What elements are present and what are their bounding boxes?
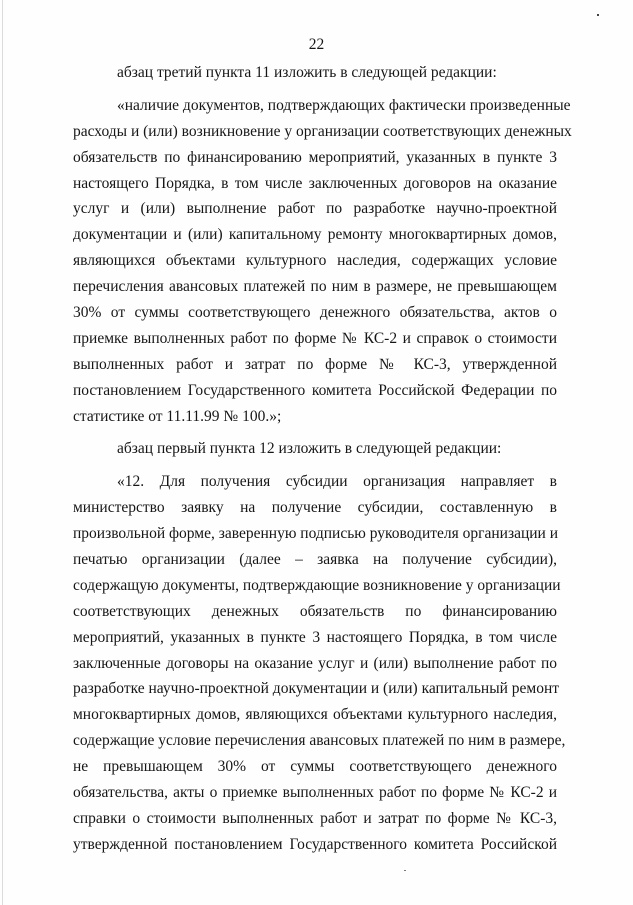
paragraph-line: утвержденной постановлением Государственного комитета Российской	[73, 835, 557, 853]
paragraph-line: многоквартирных домов, являющихся объектами культурного наследия,	[73, 706, 557, 724]
paragraph-line: обязательств по финансированию мероприятий, указанных в пункте 3	[73, 148, 557, 166]
paragraph-line: «наличие документов, подтверждающих фактически произведенные	[117, 96, 571, 114]
paragraph-line: постановлением Государственного комитета Российской Федерации по	[73, 381, 557, 399]
paragraph-line: министерство заявку на получение субсидии, составленную в	[73, 499, 557, 517]
paragraph-line: настоящего Порядка, в том числе заключенных договоров на оказание	[73, 174, 557, 192]
paragraph-line: соответствующих денежных обязательств по финансированию	[73, 602, 557, 620]
scan-speck	[404, 870, 406, 871]
paragraph-line: являющихся объектами культурного наследия, содержащих условие	[73, 252, 557, 270]
paragraph-line: содержащие условие перечисления авансовых платежей по ним в размере,	[73, 732, 566, 750]
document-body	[73, 60, 572, 858]
paragraph-line: абзац первый пункта 12 изложить в следующей редакции:	[117, 440, 502, 458]
paragraph-line: перечисления авансовых платежей по ним в размере, не превышающем	[73, 278, 557, 296]
page-number: 22	[308, 36, 325, 53]
paragraph-line: «12. Для получения субсидии организация направляет в	[117, 473, 557, 491]
paragraph-line: услуг и (или) выполнение работ по разработке научно-проектной	[73, 200, 557, 218]
paragraph-line: мероприятий, указанных в пункте 3 настоящего Порядка, в том числе	[73, 628, 557, 646]
paragraph-line: 30% от суммы соответствующего денежного обязательства, актов о	[73, 304, 557, 322]
paragraph-line: расходы и (или) возникновение у организации соответствующих денежных	[73, 122, 572, 140]
paragraph-line: обязательства, акты о приемке выполненных работ по форме № КС-2 и	[73, 784, 557, 802]
paragraph-line: абзац третий пункта 11 изложить в следующей редакции:	[117, 64, 497, 81]
paragraph-line: приемке выполненных работ по форме № КС-2 и справок о стоимости	[73, 329, 557, 347]
paragraph-line: документации и (или) капитальному ремонту многоквартирных домов,	[73, 226, 557, 244]
scan-edge-line	[2, 0, 3, 905]
paragraph-line: справки о стоимости выполненных работ и затрат по форме № КС-3,	[73, 809, 557, 827]
paragraph-line: содержащую документы, подтверждающие возникновение у организации	[73, 576, 561, 594]
paragraph-line: разработке научно-проектной документации и (или) капитальный ремонт	[73, 680, 560, 698]
paragraph-line: статистике от 11.11.99 № 100.»;	[73, 407, 282, 425]
paragraph-line: произвольной форме, заверенную подписью руководителя организации и	[73, 525, 559, 543]
paragraph-line: заключенные договоры на оказание услуг и (или) выполнение работ по	[73, 654, 557, 672]
paragraph-line: не превышающем 30% от суммы соответствующего денежного	[73, 758, 557, 776]
paragraph-line: выполненных работ и затрат по форме № КС-3, утвержденной	[73, 355, 557, 373]
paragraph-line: печатью организации (далее – заявка на получение субсидии),	[73, 551, 557, 569]
scan-speck	[597, 14, 599, 16]
